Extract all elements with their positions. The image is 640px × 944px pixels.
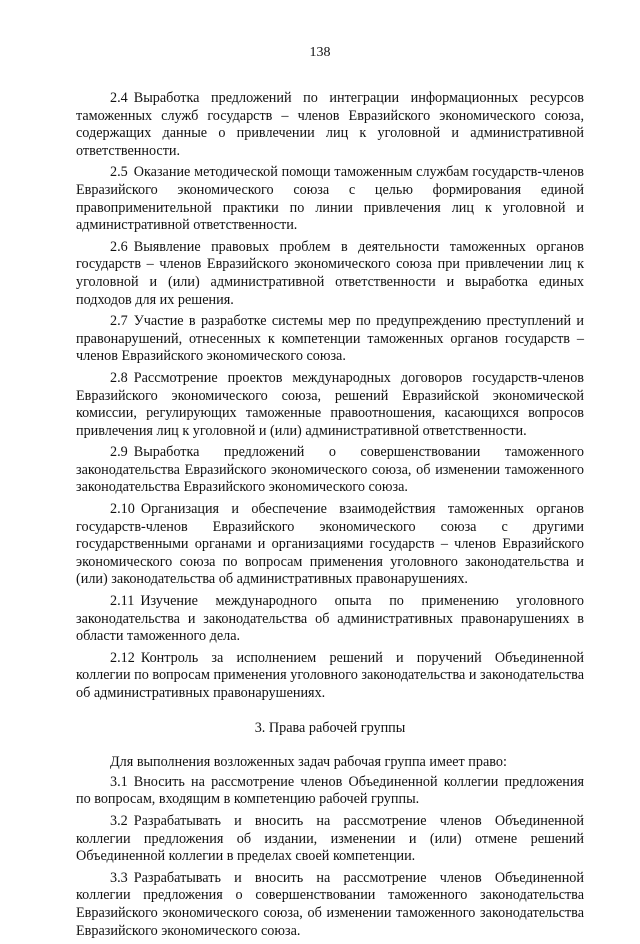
item-number: 2.7 [110,313,128,330]
page-number: 138 [309,45,331,60]
item-number: 3.3 [110,869,128,886]
section-2-items [76,90,584,703]
item-text: Выявление правовых проблем в деятельности таможенных органов государств – членов Евразийского экономического союза при привлечении лиц к уголовной и (или) административной ответственности и выработка единых подходов для их решения. [76,238,584,308]
section-3-items [76,774,584,940]
item-text: Участие в разработке системы мер по предупреждению преступлений и правонарушений, отнесенных к компетенции таможенных органов государств – членов Евразийского экономического союза. [76,313,584,365]
item-text: Выработка предложений о совершенствовании таможенного законодательства Евразийского экономического союза, об изменении таможенного законодательства Евразийского экономического союза. [76,444,584,496]
item-text: Организация и обеспечение взаимодействия таможенных органов государств-членов Евразийского экономического союза с другими государственными органами и организациями государств – членов Евразийского экономического союза по вопросам применения уголовного законодательства и (или) законодательства об административных правонарушениях. [76,501,584,588]
item-number: 2.4 [110,90,128,106]
list-item [76,593,584,646]
item-text: Изучение международного опыта по применению уголовного законодательства и законодательства об административных правонарушениях в области таможенного дела. [76,593,584,645]
item-text: Выработка предложений по интеграции информационных ресурсов таможенных служб государств – членов Евразийского экономического союза, содержащих данные о привлечении лиц к уголовной и административной ответственности. [76,90,584,159]
list-item [76,90,584,160]
list-item [76,239,584,309]
item-text: Оказание методической помощи таможенным службам государств-членов Евразийского экономического союза с целью формирования единой правоприменительной практики по линии привлечения лиц к уголовной и административной ответственности. [76,164,584,234]
item-text: Разрабатывать и вносить на рассмотрение членов Объединенной коллегии предложения об издании, изменении и (или) отмене решений Объединенной коллегии в пределах своей компетенции. [76,812,584,865]
list-item [76,444,584,497]
section-intro: Для выполнения возложенных задач рабочая группа имеет право: [110,754,507,771]
item-text: Контроль за исполнением решений и поручений Объединенной коллегии по вопросам применения уголовного законодательства и законодательства об административных правонарушениях. [76,649,584,701]
item-text: Разрабатывать и вносить на рассмотрение членов Объединенной коллегии предложения о совершенствовании таможенного законодательства Евразийского экономического союза, об изменении таможенного законодательства Евразийского экономического союза. [76,869,584,939]
list-item [76,164,584,234]
item-number: 2.12 [110,649,135,666]
item-number: 2.6 [110,238,128,255]
document-body [76,90,584,944]
item-number: 3.1 [110,773,128,790]
item-number: 2.10 [110,501,135,518]
item-text: Рассмотрение проектов международных договоров государств-членов Евразийского экономического союза, решений Евразийской экономической комиссии, регулирующих таможенные правоотношения, касающихся вопросов привлечения лиц к уголовной и (или) административной ответственности. [76,369,584,439]
item-number: 2.11 [110,593,135,610]
list-item [76,774,584,809]
list-item [76,313,584,366]
item-text: Вносить на рассмотрение членов Объединенной коллегии предложения по вопросам, входящим в компетенцию рабочей группы. [76,773,584,808]
list-item [76,650,584,703]
item-number: 2.5 [110,164,128,181]
item-number: 3.2 [110,812,128,829]
item-number: 2.8 [110,369,128,386]
list-item [76,813,584,866]
list-item [76,501,584,589]
item-number: 2.9 [110,444,128,461]
section-heading: 3. Права рабочей группы [254,719,406,736]
list-item [76,370,584,440]
